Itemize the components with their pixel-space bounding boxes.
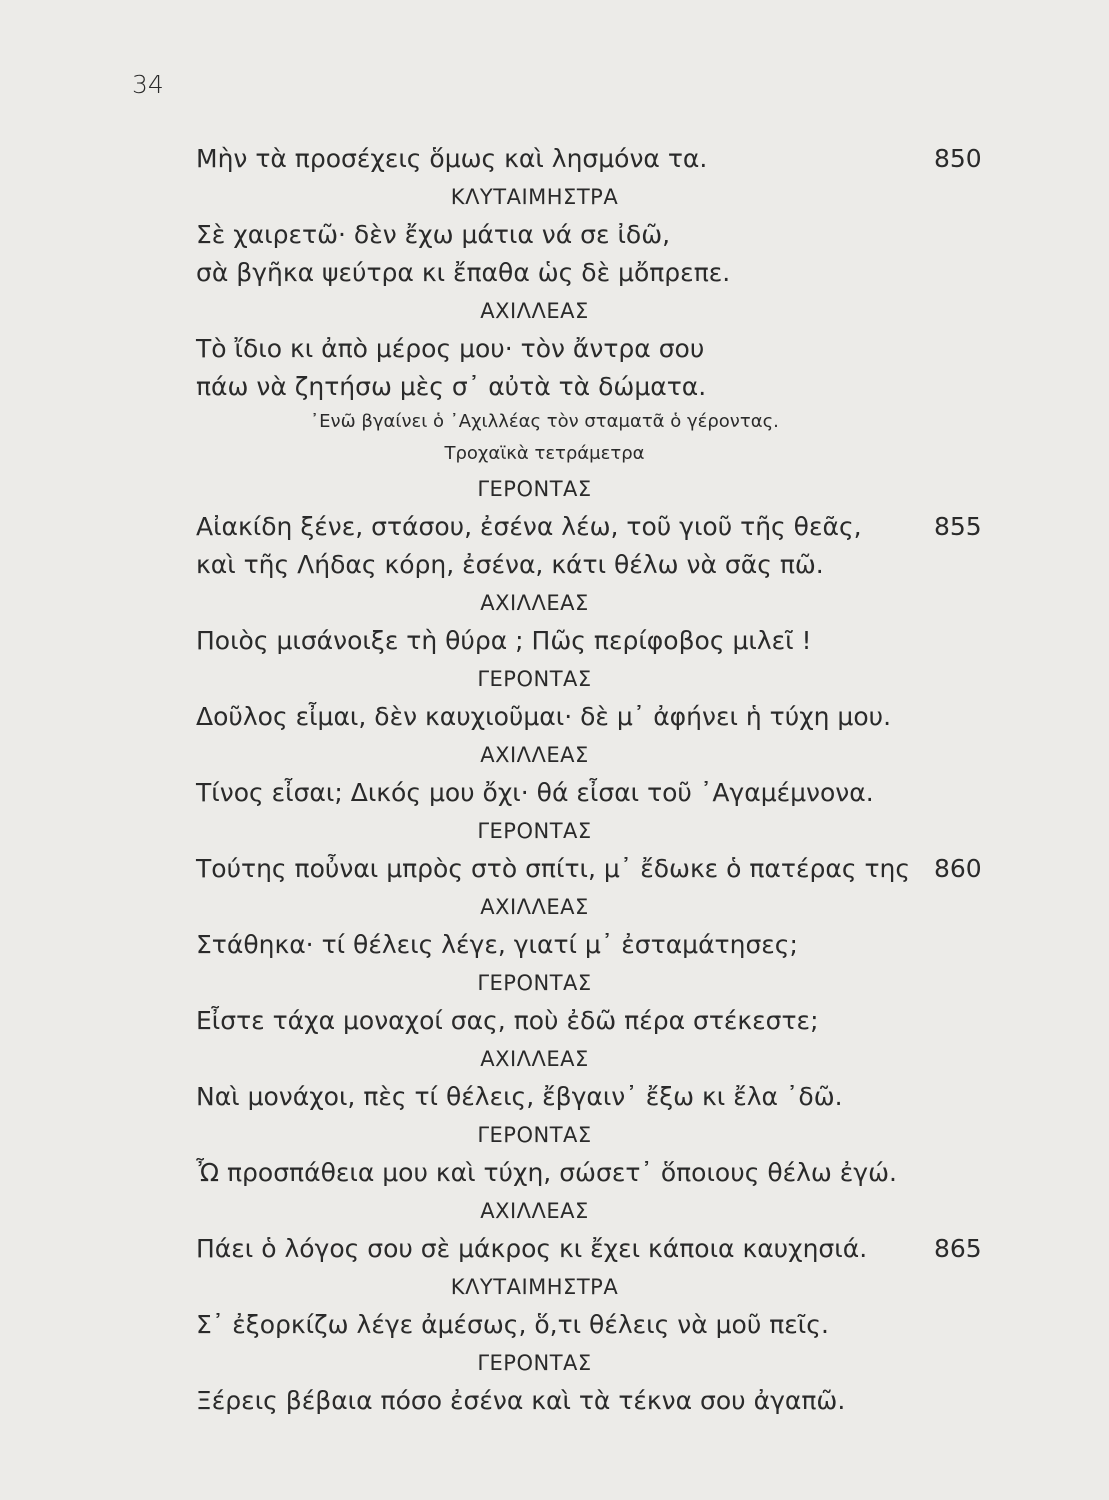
play-text [0,140,1109,1420]
verse-line [0,1230,1109,1268]
speaker-name-row [0,812,1109,850]
speaker-name: ΓΕΡΟΝΤΑΣ [477,667,592,691]
verse-text: πάω νὰ ζητήσω μὲς σ᾽ αὐτὰ τὰ δώματα. [196,372,707,401]
speaker-name-row [0,470,1109,508]
speaker-name: ΓΕΡΟΝΤΑΣ [477,477,592,501]
speaker-name: ΑΧΙΛΛΕΑΣ [480,1199,589,1223]
line-number: 865 [934,1234,982,1263]
verse-line [0,622,1109,660]
line-number: 855 [934,512,982,541]
page-number: 34 [132,70,164,99]
speaker-name: ΓΕΡΟΝΤΑΣ [477,1123,592,1147]
verse-line [0,1382,1109,1420]
verse-line [0,508,1109,546]
speaker-name-row [0,888,1109,926]
verse-line [0,254,1109,292]
verse-text: Αἰακίδη ξένε, στάσου, ἐσένα λέω, τοῦ γιοῦ τῆς θεᾶς, [196,512,862,541]
verse-line [0,546,1109,584]
speaker-name-row [0,736,1109,774]
verse-line [0,1078,1109,1116]
verse-text: Πάει ὁ λόγος σου σὲ μάκρος κι ἔχει κάποια καυχησιά. [196,1234,868,1263]
verse-text: Δοῦλος εἶμαι, δὲν καυχιοῦμαι· δὲ μ᾽ ἀφήνει ἡ τύχη μου. [196,702,892,731]
speaker-name: ΚΛΥΤΑΙΜΗΣΤΡΑ [450,1275,619,1299]
line-number: 850 [934,144,982,173]
speaker-name-row [0,584,1109,622]
verse-text: σὰ βγῆκα ψεύτρα κι ἔπαθα ὡς δὲ μὄπρεπε. [196,258,731,287]
speaker-name-row [0,964,1109,1002]
verse-line [0,1154,1109,1192]
speaker-name: ΑΧΙΛΛΕΑΣ [480,895,589,919]
speaker-name: ΓΕΡΟΝΤΑΣ [477,819,592,843]
speaker-name: ΑΧΙΛΛΕΑΣ [480,591,589,615]
speaker-name: ΑΧΙΛΛΕΑΣ [480,299,589,323]
speaker-name: ΚΛΥΤΑΙΜΗΣΤΡΑ [450,185,619,209]
verse-text: Σ᾽ ἐξορκίζω λέγε ἀμέσως, ὅ,τι θέλεις νὰ μοῦ πεῖς. [196,1310,829,1339]
verse-text: Μὴν τὰ προσέχεις ὅμως καὶ λησμόνα τα. [196,144,708,173]
line-number: 860 [934,854,982,883]
speaker-name-row [0,1040,1109,1078]
speaker-name: ΓΕΡΟΝΤΑΣ [477,1351,592,1375]
verse-text: Σὲ χαιρετῶ· δὲν ἔχω μάτια νά σε ἰδῶ, [196,220,671,249]
verse-line [0,1306,1109,1344]
verse-text: Ναὶ μονάχοι, πὲς τί θέλεις, ἔβγαιν᾽ ἔξω κι ἔλα ᾽δῶ. [196,1082,843,1111]
verse-line [0,774,1109,812]
verse-text: Στάθηκα· τί θέλεις λέγε, γιατί μ᾽ ἐσταμάτησες; [196,930,798,959]
verse-line [0,216,1109,254]
verse-text: Εἶστε τάχα μοναχοί σας, ποὺ ἐδῶ πέρα στέκεστε; [196,1006,819,1035]
verse-text: Τίνος εἶσαι; Δικός μου ὄχι· θά εἶσαι τοῦ ᾽Αγαμέμνονα. [196,778,874,807]
speaker-name-row [0,292,1109,330]
verse-text: Τούτης ποὖναι μπρὸς στὸ σπίτι, μ᾽ ἔδωκε ὁ πατέρας της [196,854,911,883]
verse-line [0,1002,1109,1040]
verse-line [0,850,1109,888]
verse-line [0,698,1109,736]
meter-heading: Τροχαϊκὰ τετράμετρα [444,443,645,464]
speaker-name-row [0,1268,1109,1306]
verse-line [0,140,1109,178]
speaker-name-row [0,1344,1109,1382]
speaker-name: ΑΧΙΛΛΕΑΣ [480,1047,589,1071]
verse-line [0,330,1109,368]
speaker-name-row [0,660,1109,698]
verse-text: Ὦ προσπάθεια μου καὶ τύχη, σώσετ᾽ ὅποιους θέλω ἐγώ. [196,1158,897,1187]
verse-line [0,926,1109,964]
meter-heading-row [0,438,1109,470]
stage-direction-row [0,406,1109,438]
verse-text: Ξέρεις βέβαια πόσο ἐσένα καὶ τὰ τέκνα σου ἀγαπῶ. [196,1386,846,1415]
speaker-name-row [0,178,1109,216]
verse-text: καὶ τῆς Λήδας κόρη, ἐσένα, κάτι θέλω νὰ σᾶς πῶ. [196,550,824,579]
speaker-name: ΓΕΡΟΝΤΑΣ [477,971,592,995]
speaker-name-row [0,1192,1109,1230]
stage-direction: ᾽Ενῶ βγαίνει ὁ ᾽Αχιλλέας τὸν σταματᾶ ὁ γέροντας. [310,411,779,432]
verse-text: Τὸ ἴδιο κι ἀπὸ μέρος μου· τὸν ἄντρα σου [196,334,705,363]
verse-text: Ποιὸς μισάνοιξε τὴ θύρα ; Πῶς περίφοβος μιλεῖ ! [196,626,812,655]
speaker-name: ΑΧΙΛΛΕΑΣ [480,743,589,767]
verse-line [0,368,1109,406]
speaker-name-row [0,1116,1109,1154]
